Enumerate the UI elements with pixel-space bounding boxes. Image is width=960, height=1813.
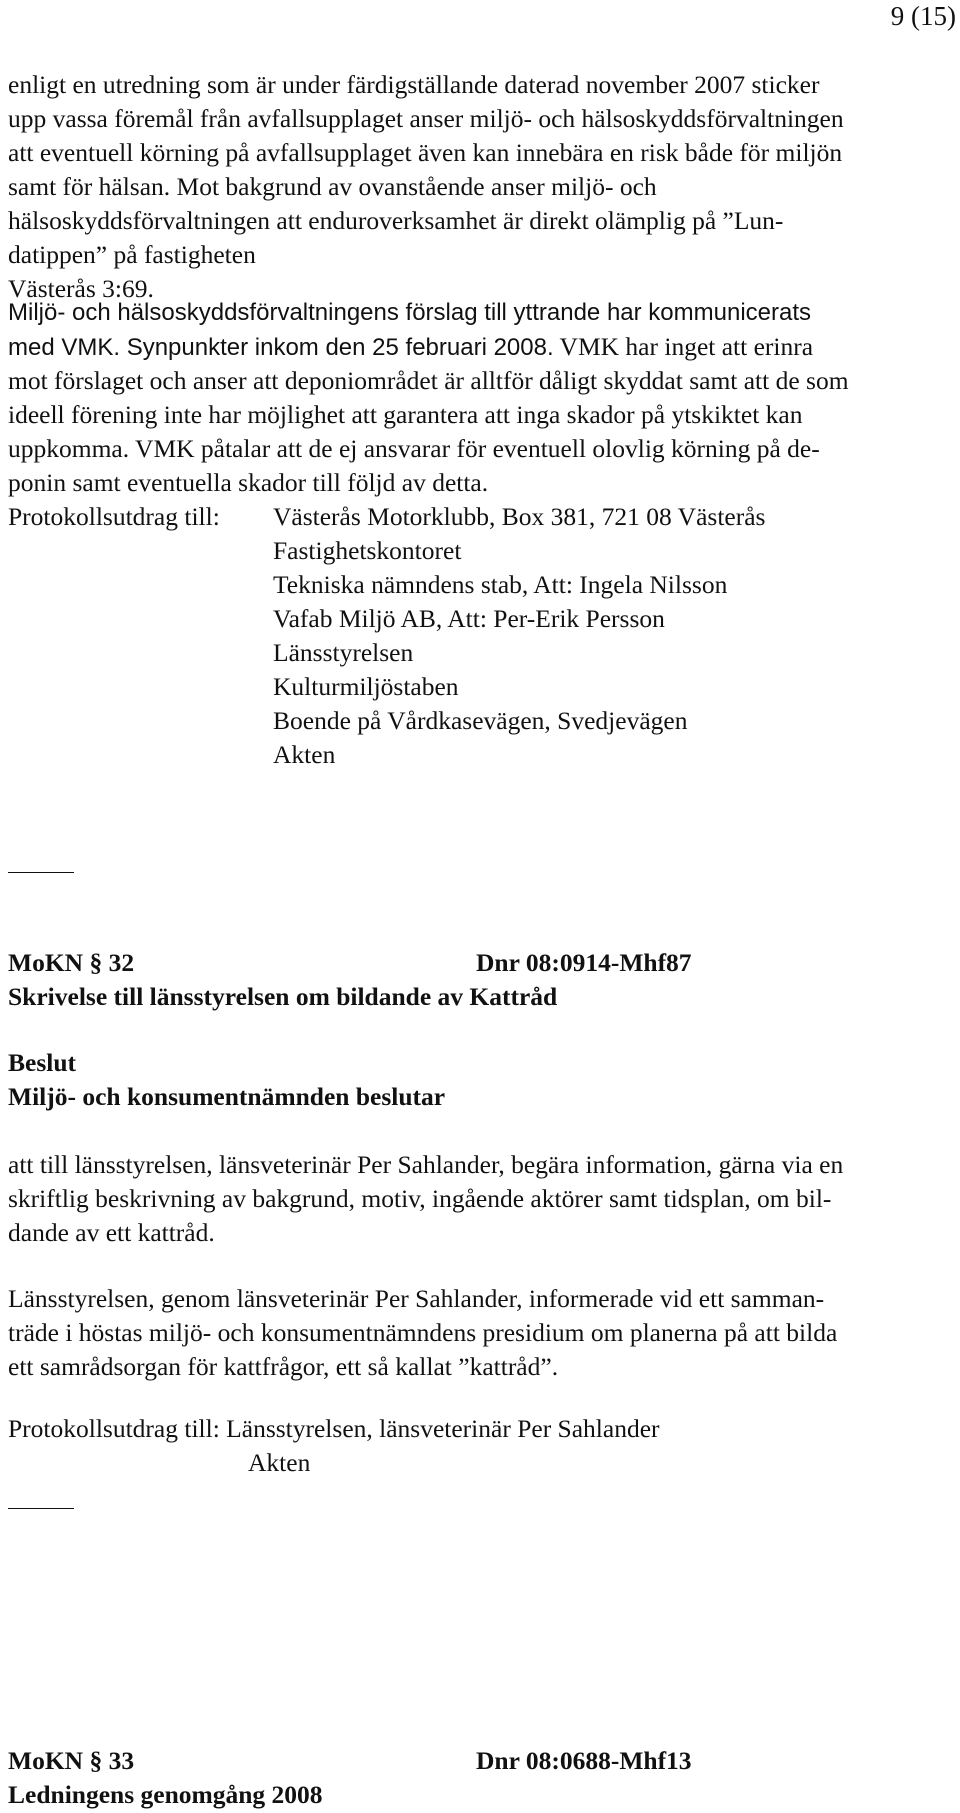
- recipient: Kulturmiljöstaben: [273, 672, 459, 701]
- protocol-label: Protokollsutdrag till:: [8, 502, 220, 531]
- section-number: MoKN § 33: [8, 1746, 135, 1775]
- text-line: Västerås 3:69.: [8, 274, 154, 303]
- section-title: Skrivelse till länsstyrelsen om bildande av Kattråd: [8, 982, 558, 1011]
- text-line: att till länsstyrelsen, länsveterinär Per Sahlander, begära information, gärna via en: [8, 1150, 844, 1179]
- recipient: Fastighetskontoret: [273, 536, 462, 565]
- page-number: 9 (15): [890, 1, 956, 31]
- text-line: mot förslaget och anser att deponiområdet är alltför dåligt skyddat samt att de som: [8, 366, 849, 395]
- text-line: Miljö- och hälsoskyddsförvaltningens förslag till yttrande har kommunicerats: [8, 299, 812, 326]
- recipient: Tekniska nämndens stab, Att: Ingela Nilsson: [273, 570, 728, 599]
- background-text: [8, 1282, 952, 1384]
- recipient: Akten: [273, 740, 336, 769]
- text-line-mixed: [8, 330, 952, 364]
- paragraph-vmk-comments: [8, 296, 952, 500]
- section-divider: [8, 872, 74, 873]
- text-line: ideell förening inte har möjlighet att garantera att inga skador på ytskiktet kan: [8, 400, 803, 429]
- text-line: datippen” på fastigheten: [8, 240, 256, 269]
- section-32-header: [8, 946, 952, 1014]
- text-line: hälsoskyddsförvaltningen att enduroverksamhet är direkt olämplig på ”Lun-: [8, 206, 784, 235]
- protocol-distribution-32: [8, 1412, 952, 1480]
- recipient: Västerås Motorklubb, Box 381, 721 08 Västerås: [273, 502, 766, 531]
- decision-headings: [8, 1046, 952, 1114]
- text-line: dande av ett kattråd.: [8, 1218, 215, 1247]
- text-segment: med VMK. Synpunkter inkom den 25 februari 2008.: [8, 334, 554, 361]
- section-number: MoKN § 32: [8, 948, 135, 977]
- paragraph-waste-risk: [8, 68, 952, 306]
- text-line: att eventuell körning på avfallsupplaget även kan innebära en risk både för miljön: [8, 138, 843, 167]
- text-line: ett samrådsorgan för kattfrågor, ett så kallat ”kattråd”.: [8, 1352, 559, 1381]
- recipient: Vafab Miljö AB, Att: Per-Erik Persson: [273, 604, 665, 633]
- text-line: Länsstyrelsen, genom länsveterinär Per Sahlander, informerade vid ett samman-: [8, 1284, 825, 1313]
- text-line: ponin samt eventuella skador till följd av detta.: [8, 468, 489, 497]
- decision-text: [8, 1148, 952, 1250]
- dnr: Dnr 08:0914-Mhf87: [476, 948, 692, 977]
- text-line: upp vassa föremål från avfallsupplaget anser miljö- och hälsoskyddsförvaltningen: [8, 104, 844, 133]
- protocol-line: Protokollsutdrag till: Länsstyrelsen, länsveterinär Per Sahlander: [8, 1414, 660, 1443]
- recipient: Länsstyrelsen: [273, 638, 414, 667]
- dnr: Dnr 08:0688-Mhf13: [476, 1746, 692, 1775]
- protocol-distribution: [8, 500, 952, 772]
- text-line: samt för hälsan. Mot bakgrund av ovanstående anser miljö- och: [8, 172, 657, 201]
- text-line: skriftlig beskrivning av bakgrund, motiv, ingående aktörer samt tidsplan, om bil-: [8, 1184, 832, 1213]
- beslut-heading: Beslut: [8, 1048, 77, 1077]
- recipient: Boende på Vårdkasevägen, Svedjevägen: [273, 706, 688, 735]
- section-title: Ledningens genomgång 2008: [8, 1780, 323, 1809]
- section-divider: [8, 1508, 74, 1509]
- text-line: träde i höstas miljö- och konsumentnämndens presidium om planerna på att bilda: [8, 1318, 838, 1347]
- decision-heading: Miljö- och konsumentnämnden beslutar: [8, 1082, 446, 1111]
- recipient: Akten: [248, 1448, 311, 1477]
- text-line: enligt en utredning som är under färdigställande daterad november 2007 sticker: [8, 70, 820, 99]
- text-line: uppkomma. VMK påtalar att de ej ansvarar för eventuell olovlig körning på de-: [8, 434, 820, 463]
- section-33-header: [8, 1744, 952, 1812]
- text-segment: VMK har inget att erinra: [553, 332, 814, 361]
